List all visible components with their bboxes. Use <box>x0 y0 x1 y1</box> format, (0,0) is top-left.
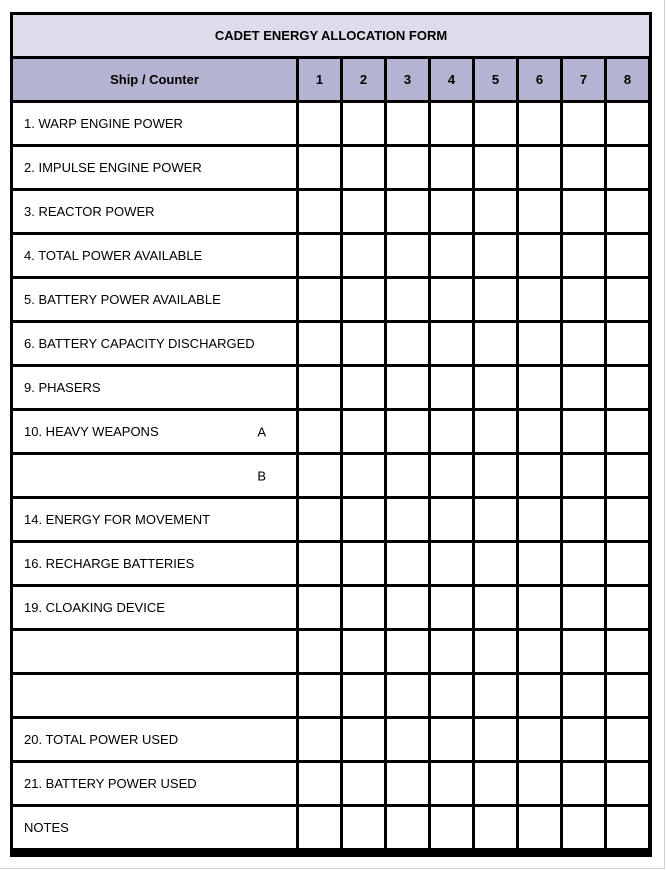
header-column-3: 3 <box>387 59 428 100</box>
entry-cell[interactable] <box>343 499 384 540</box>
entry-cell[interactable] <box>299 631 340 672</box>
row-label-text: 5. BATTERY POWER AVAILABLE <box>24 292 221 307</box>
entry-cell[interactable] <box>607 103 648 144</box>
entry-cell[interactable] <box>299 455 340 496</box>
entry-cell[interactable] <box>607 807 648 848</box>
row-label <box>13 323 296 364</box>
header-column-6: 6 <box>519 59 560 100</box>
entry-cell[interactable] <box>343 763 384 804</box>
entry-cell[interactable] <box>563 147 604 188</box>
row-label-text: 14. ENERGY FOR MOVEMENT <box>24 512 211 527</box>
entry-cell[interactable] <box>299 587 340 628</box>
entry-cell[interactable] <box>563 499 604 540</box>
row-label-text: 1. WARP ENGINE POWER <box>24 116 183 131</box>
entry-cell[interactable] <box>607 455 648 496</box>
entry-cell[interactable] <box>475 147 516 188</box>
entry-cell[interactable] <box>563 279 604 320</box>
row-label-text: 20. TOTAL POWER USED <box>24 732 179 747</box>
entry-cell[interactable] <box>607 411 648 452</box>
entry-cell[interactable] <box>563 323 604 364</box>
entry-cell[interactable] <box>607 191 648 232</box>
entry-cell[interactable] <box>607 543 648 584</box>
row-label <box>13 631 296 672</box>
entry-cell[interactable] <box>431 323 472 364</box>
entry-cell[interactable] <box>387 235 428 276</box>
entry-cell[interactable] <box>519 103 560 144</box>
row-label-text: 3. REACTOR POWER <box>24 204 155 219</box>
entry-cell[interactable] <box>563 103 604 144</box>
entry-cell[interactable] <box>519 323 560 364</box>
entry-cell[interactable] <box>431 719 472 760</box>
entry-cell[interactable] <box>475 191 516 232</box>
header-column-5: 5 <box>475 59 516 100</box>
entry-cell[interactable] <box>387 411 428 452</box>
row-label <box>13 807 296 848</box>
row-label <box>13 763 296 804</box>
entry-cell[interactable] <box>299 235 340 276</box>
row-label-text: 10. HEAVY WEAPONS <box>24 424 159 439</box>
entry-cell[interactable] <box>475 411 516 452</box>
entry-cell[interactable] <box>519 719 560 760</box>
entry-cell[interactable] <box>299 191 340 232</box>
entry-cell[interactable] <box>343 675 384 716</box>
entry-cell[interactable] <box>431 103 472 144</box>
row-label <box>13 587 296 628</box>
row-label-text: NOTES <box>24 820 69 835</box>
entry-cell[interactable] <box>563 235 604 276</box>
energy-allocation-form <box>10 12 652 857</box>
entry-cell[interactable] <box>343 103 384 144</box>
entry-cell[interactable] <box>563 367 604 408</box>
entry-cell[interactable] <box>519 411 560 452</box>
entry-cell[interactable] <box>343 235 384 276</box>
row-label-text: 6. BATTERY CAPACITY DISCHARGED <box>24 336 255 351</box>
entry-cell[interactable] <box>607 235 648 276</box>
entry-cell[interactable] <box>431 411 472 452</box>
entry-cell[interactable] <box>387 455 428 496</box>
row-label <box>13 411 296 452</box>
entry-cell[interactable] <box>299 763 340 804</box>
entry-cell[interactable] <box>519 631 560 672</box>
entry-cell[interactable] <box>475 763 516 804</box>
row-label <box>13 367 296 408</box>
entry-cell[interactable] <box>607 675 648 716</box>
row-label <box>13 235 296 276</box>
entry-cell[interactable] <box>519 675 560 716</box>
entry-cell[interactable] <box>431 675 472 716</box>
entry-cell[interactable] <box>343 147 384 188</box>
entry-cell[interactable] <box>387 807 428 848</box>
header-ship-counter: Ship / Counter <box>13 59 296 100</box>
entry-cell[interactable] <box>475 631 516 672</box>
row-label <box>13 103 296 144</box>
entry-cell[interactable] <box>475 235 516 276</box>
entry-cell[interactable] <box>519 499 560 540</box>
form-title: CADET ENERGY ALLOCATION FORM <box>13 15 649 56</box>
entry-cell[interactable] <box>563 763 604 804</box>
entry-cell[interactable] <box>519 807 560 848</box>
entry-cell[interactable] <box>431 587 472 628</box>
entry-cell[interactable] <box>387 279 428 320</box>
entry-cell[interactable] <box>431 543 472 584</box>
entry-cell[interactable] <box>563 719 604 760</box>
entry-cell[interactable] <box>475 103 516 144</box>
entry-cell[interactable] <box>343 323 384 364</box>
entry-cell[interactable] <box>387 367 428 408</box>
entry-cell[interactable] <box>475 323 516 364</box>
entry-cell[interactable] <box>343 191 384 232</box>
entry-cell[interactable] <box>387 323 428 364</box>
entry-cell[interactable] <box>519 367 560 408</box>
entry-cell[interactable] <box>431 235 472 276</box>
header-column-4: 4 <box>431 59 472 100</box>
entry-cell[interactable] <box>387 103 428 144</box>
entry-cell[interactable] <box>431 807 472 848</box>
entry-cell[interactable] <box>607 499 648 540</box>
entry-cell[interactable] <box>475 279 516 320</box>
entry-cell[interactable] <box>563 455 604 496</box>
row-label <box>13 719 296 760</box>
entry-cell[interactable] <box>519 763 560 804</box>
entry-cell[interactable] <box>387 763 428 804</box>
entry-cell[interactable] <box>607 631 648 672</box>
entry-cell[interactable] <box>519 235 560 276</box>
row-sub-label: A <box>257 424 266 439</box>
row-label-text: 4. TOTAL POWER AVAILABLE <box>24 248 203 263</box>
row-label-text: 9. PHASERS <box>24 380 101 395</box>
entry-cell[interactable] <box>607 587 648 628</box>
entry-cell[interactable] <box>343 367 384 408</box>
row-label-text: 21. BATTERY POWER USED <box>24 776 197 791</box>
entry-cell[interactable] <box>475 719 516 760</box>
entry-cell[interactable] <box>607 147 648 188</box>
entry-cell[interactable] <box>387 719 428 760</box>
entry-cell[interactable] <box>519 587 560 628</box>
entry-cell[interactable] <box>299 147 340 188</box>
entry-cell[interactable] <box>299 367 340 408</box>
header-column-1: 1 <box>299 59 340 100</box>
entry-cell[interactable] <box>475 543 516 584</box>
entry-cell[interactable] <box>343 587 384 628</box>
entry-cell[interactable] <box>563 631 604 672</box>
entry-cell[interactable] <box>563 411 604 452</box>
entry-cell[interactable] <box>343 543 384 584</box>
entry-cell[interactable] <box>299 499 340 540</box>
row-sub-label: B <box>257 468 266 483</box>
entry-cell[interactable] <box>387 147 428 188</box>
entry-cell[interactable] <box>519 191 560 232</box>
entry-cell[interactable] <box>299 807 340 848</box>
entry-cell[interactable] <box>607 763 648 804</box>
entry-cell[interactable] <box>475 499 516 540</box>
entry-cell[interactable] <box>431 279 472 320</box>
entry-cell[interactable] <box>431 147 472 188</box>
entry-cell[interactable] <box>563 543 604 584</box>
entry-cell[interactable] <box>607 323 648 364</box>
entry-cell[interactable] <box>387 675 428 716</box>
entry-cell[interactable] <box>475 587 516 628</box>
row-label <box>13 455 296 496</box>
row-label-text: 2. IMPULSE ENGINE POWER <box>24 160 202 175</box>
entry-cell[interactable] <box>431 455 472 496</box>
entry-cell[interactable] <box>387 631 428 672</box>
entry-cell[interactable] <box>607 279 648 320</box>
entry-cell[interactable] <box>607 367 648 408</box>
entry-cell[interactable] <box>299 411 340 452</box>
entry-cell[interactable] <box>343 719 384 760</box>
entry-cell[interactable] <box>343 411 384 452</box>
row-label <box>13 543 296 584</box>
row-label-text: 19. CLOAKING DEVICE <box>24 600 165 615</box>
entry-cell[interactable] <box>299 279 340 320</box>
header-column-8: 8 <box>607 59 648 100</box>
entry-cell[interactable] <box>563 587 604 628</box>
entry-cell[interactable] <box>299 543 340 584</box>
row-label <box>13 147 296 188</box>
row-label <box>13 499 296 540</box>
entry-cell[interactable] <box>299 103 340 144</box>
entry-cell[interactable] <box>475 455 516 496</box>
header-column-7: 7 <box>563 59 604 100</box>
entry-cell[interactable] <box>299 323 340 364</box>
entry-cell[interactable] <box>519 147 560 188</box>
entry-cell[interactable] <box>519 543 560 584</box>
entry-cell[interactable] <box>299 675 340 716</box>
row-label <box>13 279 296 320</box>
entry-cell[interactable] <box>431 631 472 672</box>
entry-cell[interactable] <box>299 719 340 760</box>
entry-cell[interactable] <box>475 367 516 408</box>
entry-cell[interactable] <box>519 455 560 496</box>
row-label <box>13 675 296 716</box>
entry-cell[interactable] <box>387 191 428 232</box>
entry-cell[interactable] <box>431 191 472 232</box>
entry-cell[interactable] <box>563 807 604 848</box>
entry-cell[interactable] <box>519 279 560 320</box>
row-label-text: 16. RECHARGE BATTERIES <box>24 556 195 571</box>
entry-cell[interactable] <box>343 807 384 848</box>
entry-cell[interactable] <box>431 499 472 540</box>
row-label <box>13 191 296 232</box>
entry-cell[interactable] <box>387 499 428 540</box>
entry-cell[interactable] <box>431 763 472 804</box>
entry-cell[interactable] <box>431 367 472 408</box>
entry-cell[interactable] <box>563 191 604 232</box>
entry-cell[interactable] <box>387 543 428 584</box>
entry-cell[interactable] <box>475 807 516 848</box>
entry-cell[interactable] <box>387 587 428 628</box>
header-column-2: 2 <box>343 59 384 100</box>
entry-cell[interactable] <box>563 675 604 716</box>
entry-cell[interactable] <box>607 719 648 760</box>
entry-cell[interactable] <box>475 675 516 716</box>
entry-cell[interactable] <box>343 631 384 672</box>
entry-cell[interactable] <box>343 455 384 496</box>
entry-cell[interactable] <box>343 279 384 320</box>
